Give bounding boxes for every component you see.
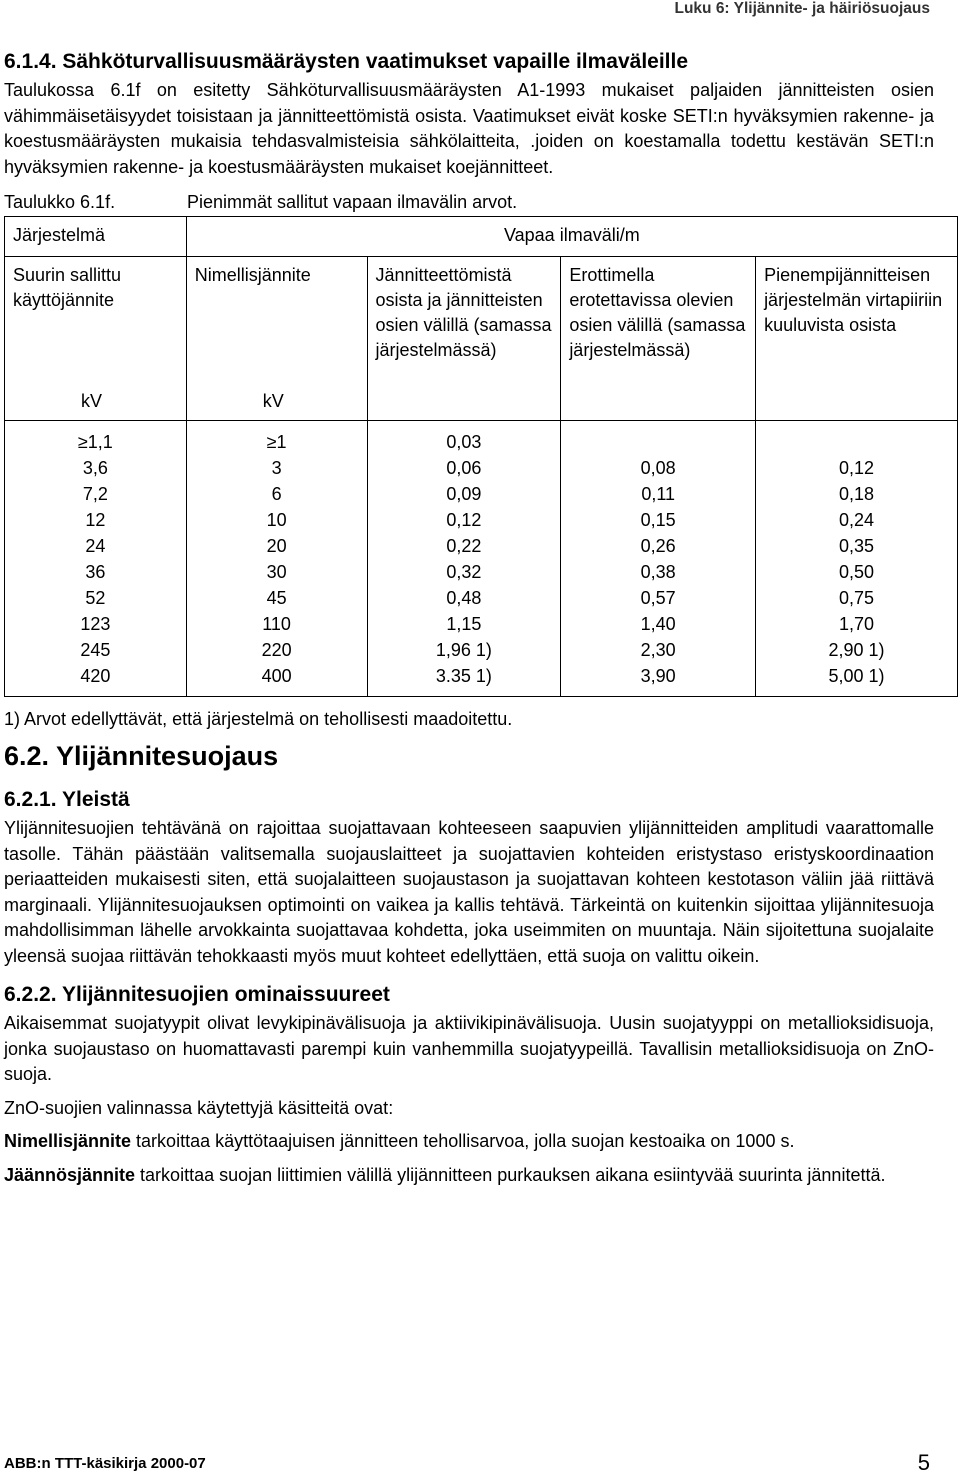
table-footnote: 1) Arvot edellyttävät, että järjestelmä on tehollisesti maadoitettu. xyxy=(4,709,513,729)
table-cell: 0,18 xyxy=(839,484,875,504)
table-cell: 6 xyxy=(271,484,282,504)
table-cell: 0,08 xyxy=(640,458,676,478)
table-cell xyxy=(561,429,755,455)
table-cell: 30 xyxy=(266,562,287,582)
header-max-voltage-label: Suurin sallittu käyttöjännite xyxy=(13,265,122,310)
def-residual-voltage: tarkoittaa suojan liittimien välillä ylijännitteen purkauksen aikana esiintyvää suurinta jännitettä. xyxy=(135,1164,886,1185)
table-cell: 7,2 xyxy=(82,484,108,504)
table-cell: 0,24 xyxy=(839,510,875,530)
section-621-title: 6.2.1. Yleistä xyxy=(4,788,130,811)
table-cell: 0,12 xyxy=(446,510,482,530)
table-values-row xyxy=(5,421,958,697)
table-cell: 1,96 1) xyxy=(435,640,492,660)
table-header-row-1 xyxy=(5,217,958,257)
table-cell: 400 xyxy=(261,666,292,686)
table-cell: 0,48 xyxy=(446,588,482,608)
section-621-paragraph: Ylijännitesuojien tehtävänä on rajoittaa suojattavaan kohteeseen saapuvien ylijännitteiden amplitudi vaarattomalle tasolle. Tähän päästään valitsemalla suojauslaitteet ja suojattavien kohteiden eristystaso eristyskoordinaation periaatteiden mukaisesti siten, että suojalaitteen suojaustason ja suojattavan kohteen kestotason väliin jää riittävä marginaali. Ylijännitesuojauksen optimointi on vaikea ja kallis tehtävä. Tärkeintä on kuitenkin sijoittaa ylijännitesuoja mahdollisimman lähelle arvokkainta suojattavaa kohdetta, joka useimmiten on muuntaja. Näin sijoitettuna suojalaite yleensä suojaa riittävän tehokkaasti myös muut kohteet edellyttäen, että suoja on valittu oikein. xyxy=(4,818,934,966)
table-cell: 3.35 1) xyxy=(435,666,492,686)
header-lower-voltage: Pienempijännitteisen järjestelmän virtapiiriin kuuluvista osista xyxy=(756,257,958,421)
table-cell: 52 xyxy=(85,588,106,608)
table-cell: 10 xyxy=(266,510,287,530)
header-nominal-voltage-label: Nimellisjännite xyxy=(194,265,311,285)
section-622-paragraph-2: ZnO-suojien valinnassa käytettyjä käsitteitä ovat: xyxy=(4,1097,394,1118)
table-cell: 0,50 xyxy=(839,562,875,582)
table-cell: 123 xyxy=(80,614,111,634)
table-cell: 420 xyxy=(80,666,111,686)
header-nominal-voltage xyxy=(186,257,367,421)
header-max-voltage xyxy=(5,257,187,421)
page-footer xyxy=(4,1450,930,1476)
header-system: Järjestelmä xyxy=(5,217,187,257)
table-cell: 24 xyxy=(85,536,106,556)
definition-nominal-voltage xyxy=(4,1129,934,1155)
table-cell: 1,15 xyxy=(446,614,482,634)
table-cell: ≥1 xyxy=(266,432,287,452)
def-nominal-voltage: tarkoittaa käyttötaajuisen jännitteen tehollisarvoa, jolla suojan kestoaika on 1000 s. xyxy=(131,1131,795,1151)
footer-publication: ABB:n TTT-käsikirja 2000-07 xyxy=(4,1455,206,1472)
section-622-paragraph-1: Aikaisemmat suojatyypit olivat levykipinävälisuoja ja aktiivikipinävälisuoja. Uusin suojatyyppi on metallioksidisuoja, jonka suojaustaso on huomattavasti parempi kuin vanhemmilla suojatyypeillä. Tavallisin metallioksidisuoja on ZnO-suoja. xyxy=(4,1013,934,1084)
table-cell: 5,00 1) xyxy=(828,666,885,686)
table-caption-number: Taulukko 6.1f. xyxy=(4,192,116,212)
table-cell: 0,11 xyxy=(641,484,676,504)
table-cell: ≥1,1 xyxy=(77,432,113,452)
table-cell: 0,35 xyxy=(839,536,875,556)
section-614-paragraph: Taulukossa 6.1f on esitetty Sähköturvallisuusmääräysten A1-1993 mukaiset paljaiden jännitteisten osien vähimmäisetäisyydet toisistaan ja jännitteettömistä osista. Vaatimukset eivät koske SETI:n hyväksymien rakenne- ja koestusmääräysten mukaisia tehdasvalmisteisia sähkölaitteita, .joiden on koestamalla todettu kestävän SETI:n hyväksymien rakenne- ja koestusmääräysten mukaiset koejännitteet. xyxy=(4,80,934,177)
table-cell: 0,12 xyxy=(839,458,875,478)
table-cell: 0,06 xyxy=(446,458,482,478)
table-cell: 0,15 xyxy=(640,510,676,530)
table-cell xyxy=(756,429,957,455)
table-cell: 0,26 xyxy=(640,536,676,556)
table-cell: 0,09 xyxy=(446,484,482,504)
table-cell: 110 xyxy=(262,614,291,634)
table-cell: 2,30 xyxy=(640,640,676,660)
table-cell: 12 xyxy=(85,510,106,530)
table-cell: 45 xyxy=(266,588,287,608)
col-nominal xyxy=(186,421,367,697)
table-cell: 0,38 xyxy=(640,562,676,582)
table-cell: 0,03 xyxy=(446,432,482,452)
page-content xyxy=(4,50,943,1188)
chapter-header: Luku 6: Ylijännite- ja häiriösuojaus xyxy=(674,0,930,17)
air-gap-table xyxy=(4,216,958,697)
term-residual-voltage: Jäännösjännite xyxy=(4,1164,136,1185)
table-cell: 2,90 1) xyxy=(828,640,885,660)
table-cell: 3 xyxy=(271,458,282,478)
header-live-parts: Jännitteettömistä osista ja jännitteisten osien välillä (samassa järjestelmässä) xyxy=(367,257,561,421)
table-header-row-2 xyxy=(5,257,958,421)
table-cell: 0,75 xyxy=(839,588,875,608)
table-cell: 1,40 xyxy=(640,614,676,634)
col-lower-voltage xyxy=(756,421,958,697)
section-62-title: 6.2. Ylijännitesuojaus xyxy=(4,741,279,771)
unit-kv: kV xyxy=(262,391,284,411)
section-622-title: 6.2.2. Ylijännitesuojien ominaissuureet xyxy=(4,983,390,1006)
col-live-parts xyxy=(367,421,561,697)
table-cell: 220 xyxy=(261,640,292,660)
definition-residual-voltage xyxy=(4,1163,934,1189)
header-air-gap: Vapaa ilmaväli/m xyxy=(186,217,957,257)
col-disconnector xyxy=(561,421,756,697)
unit-kv: kV xyxy=(81,391,103,411)
table-cell: 0,22 xyxy=(446,536,482,556)
table-cell: 0,32 xyxy=(446,562,482,582)
table-cell: 3,6 xyxy=(82,458,108,478)
table-cell: 20 xyxy=(266,536,287,556)
table-cell: 3,90 xyxy=(640,666,676,686)
table-caption-title: Pienimmät sallitut vapaan ilmavälin arvot. xyxy=(187,192,518,212)
table-cell: 36 xyxy=(85,562,106,582)
section-614-title: 6.1.4. Sähköturvallisuusmääräysten vaatimukset vapaille ilmaväleille xyxy=(4,50,689,73)
page-number: 5 xyxy=(917,1450,930,1475)
header-disconnector: Erottimella erotettavissa olevien osien välillä (samassa järjestelmässä) xyxy=(561,257,756,421)
table-cell: 245 xyxy=(80,640,111,660)
table-cell: 1,70 xyxy=(839,614,875,634)
table-cell: 0,57 xyxy=(640,588,676,608)
col-max-voltage xyxy=(5,421,187,697)
table-caption xyxy=(4,190,934,216)
term-nominal-voltage: Nimellisjännite xyxy=(4,1131,132,1151)
